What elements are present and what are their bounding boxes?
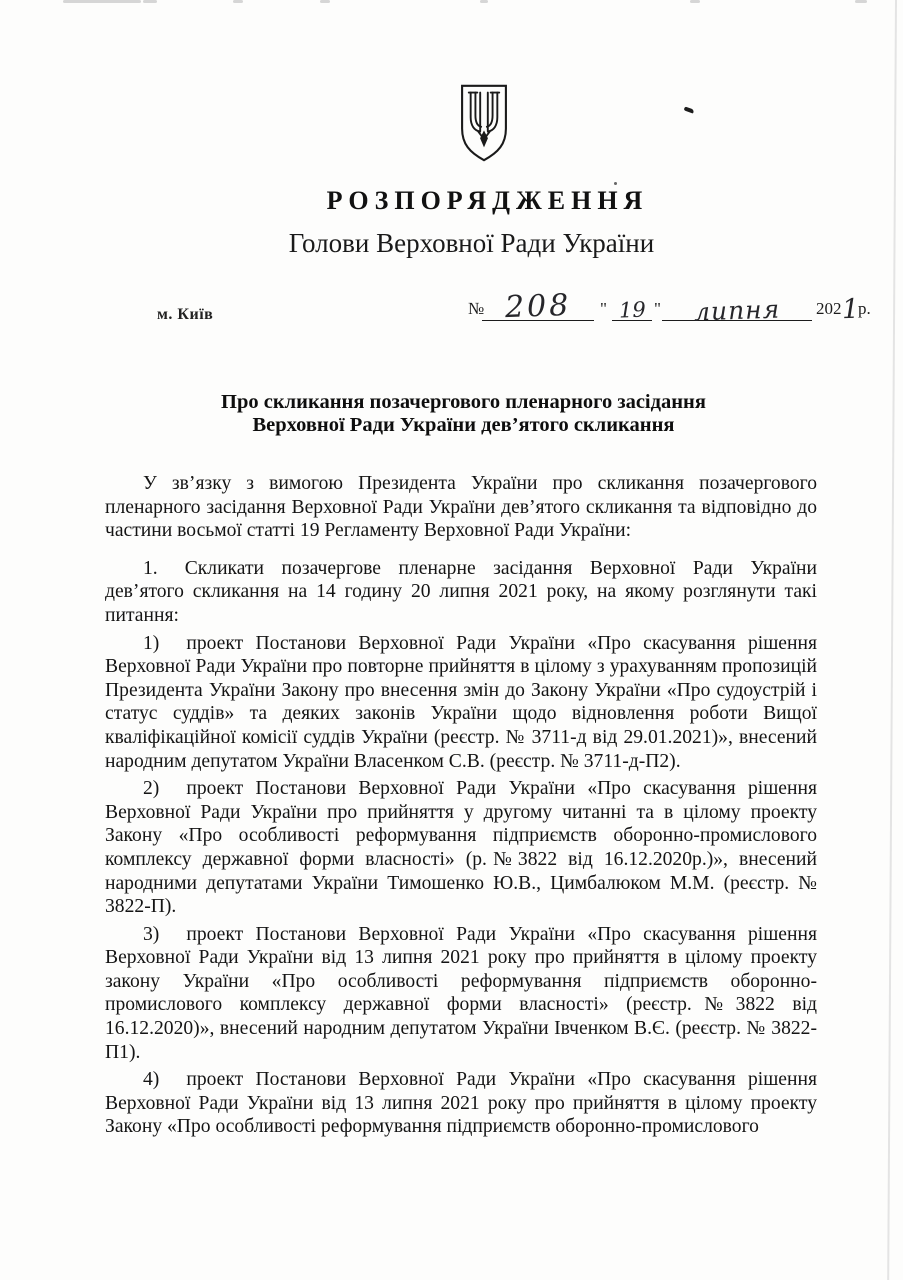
paragraph-subitem-1 bbox=[105, 632, 817, 774]
scan-artifact bbox=[480, 0, 488, 3]
paragraph-subitem-3 bbox=[105, 923, 817, 1065]
quote-close: " bbox=[654, 299, 661, 318]
paragraph-text: проект Постанови Верховної Ради України «Про скасування рішення Верховної Ради України про повторне прийняття в цілому з урахуванням пропозицій Президента України Закону про внесення змін до Закону України «Про судоустрій і статус суддів» та деяких законів України щодо відновлення роботи Вищої кваліфікаційної комісії суддів України (реєстр. № 3711-д від 29.01.2021)», внесений народним депутатом України Власенком С.В. (реєстр. № 3711-д-П2). bbox=[105, 632, 817, 772]
paragraph-marker: 4) bbox=[143, 1069, 160, 1091]
paragraph-text: проект Постанови Верховної Ради України «Про скасування рішення Верховної Ради України про прийняття у другому читанні та в цілому проекту Закону «Про особливості реформування підприємств оборонно-промислового комплексу державної форми власності» (р.№3822 від 16.12.2020р.)», внесений народними депутатами України Тимошенко Ю.В., Цимбалюком М.М. (реєстр. № 3822-П). bbox=[105, 778, 817, 918]
quote-open: " bbox=[600, 299, 607, 318]
paragraph-text: Скликати позачергове пленарне засідання Верховної Ради України дев’ятого скликання на 14 годину 20 липня 2021 року, на якому розглянути такі питання: bbox=[105, 557, 817, 626]
paragraph-item-1 bbox=[105, 557, 817, 628]
month-blank-line bbox=[662, 286, 812, 327]
paragraph-text: проект Постанови Верховної Ради України «Про скасування рішення Верховної Ради України від 13 липня 2021 року про прийняття в цілому проекту Закону «Про особливості реформування підприємств оборонно-промислового bbox=[105, 1069, 817, 1138]
document-subtitle: Голови Верховної Ради України bbox=[288, 228, 655, 258]
paragraph-text: проект Постанови Верховної Ради України «Про скасування рішення Верховної Ради України від 13 липня 2021 року про прийняття в цілому проекту закону України «Про особливості реформування підприємств оборонно-промислового комплексу державної форми власності» (реєстр.№3822 від 16.12.2020)», внесений народним депутатом України Івченком В.Є. (реєстр. № 3822-П1). bbox=[105, 923, 817, 1063]
scan-ink-dot bbox=[614, 182, 617, 185]
coat-of-arms-ukraine-icon bbox=[455, 83, 513, 163]
scan-artifact bbox=[690, 0, 700, 3]
year-prefix: 202 bbox=[816, 299, 842, 318]
scan-ink-speck bbox=[684, 106, 695, 113]
paragraph-marker: 1. bbox=[143, 557, 158, 579]
document-title: РОЗПОРЯДЖЕННЯ bbox=[326, 186, 649, 215]
paragraph-intro bbox=[105, 472, 817, 543]
paragraph-subitem-2 bbox=[105, 777, 817, 919]
handwritten-month: липня bbox=[693, 294, 781, 327]
heading-line-2: Верховної Ради України дев’ятого скликання bbox=[252, 414, 675, 436]
document-place: м. Київ bbox=[157, 306, 214, 323]
scan-artifact bbox=[855, 0, 867, 3]
day-blank-line bbox=[612, 290, 652, 321]
scan-artifact bbox=[320, 0, 330, 3]
number-blank-line bbox=[482, 284, 594, 326]
paragraph-marker: 1) bbox=[143, 632, 160, 654]
document-heading bbox=[12, 391, 903, 437]
number-and-date-row bbox=[468, 281, 878, 325]
paragraph-marker: 2) bbox=[143, 778, 160, 800]
document-body bbox=[105, 472, 817, 1139]
paragraph-subitem-4 bbox=[105, 1068, 817, 1139]
handwritten-day: 19 bbox=[618, 297, 646, 323]
handwritten-number: 208 bbox=[504, 287, 572, 326]
scan-artifact bbox=[63, 0, 141, 3]
paragraph-text: У зв’язку з вимогою Президента України про скликання позачергового пленарного засідання Верховної Ради України дев’ятого скликання та відповідно до частини восьмої статті 19 Регламенту Верховної Ради України: bbox=[105, 473, 817, 542]
heading-line-1: Про скликання позачергового пленарного засідання bbox=[221, 391, 706, 413]
number-sign-label: № bbox=[468, 299, 485, 318]
scan-artifact bbox=[233, 0, 243, 3]
year-suffix: р. bbox=[858, 299, 871, 318]
scan-artifact bbox=[143, 0, 157, 3]
handwritten-year-digit: 1 bbox=[841, 293, 860, 326]
paragraph-marker: 3) bbox=[143, 923, 160, 945]
